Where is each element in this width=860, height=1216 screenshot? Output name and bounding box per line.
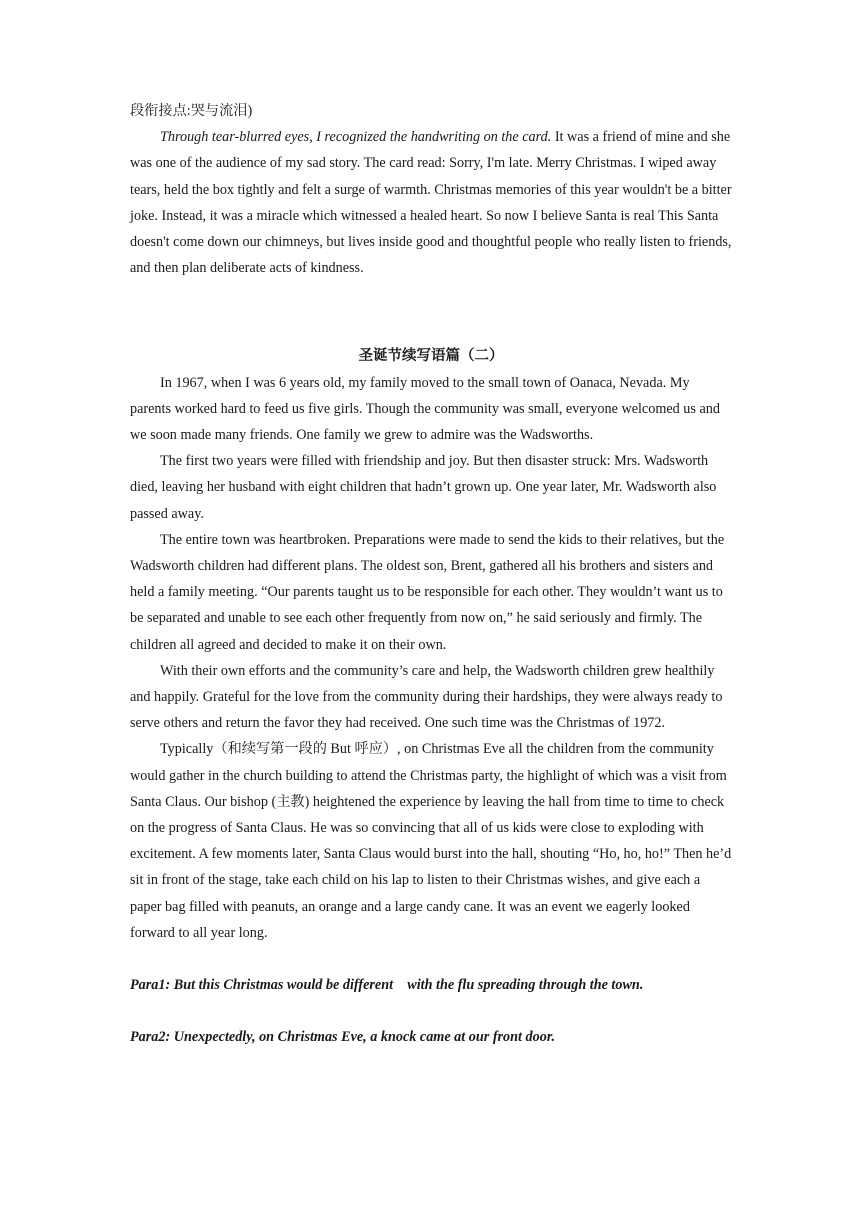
para2-prompt: Para2: Unexpectedly, on Christmas Eve, a knock came at our front door. bbox=[130, 1029, 556, 1046]
body-paragraph: Typically（和续写第一段的 But 呼应）, on Christmas Eve all the children from the community would gather in the church building to attend the Christmas party, the highlight of which was a visit from Santa Claus. Our bishop (主教) heightened the experience by leaving the hall from time to time to check on the progress of Santa Claus. He was so convincing that all of us kids were close to exploding with excitement. A few moments later, Santa Claus would burst into the hall, shouting “Ho, ho, ho!” Then he’d sit in front of the stage, take each child on his lap to listen to their Christmas wishes, and give each a paper bag filled with peanuts, an orange and a large candy cane. It was an event we eagerly looked forward to all year long. bbox=[130, 741, 732, 941]
story1-italic-lead: Through tear-blurred eyes, I recognized the handwriting on the card. bbox=[160, 129, 552, 146]
document-page bbox=[130, 98, 732, 1051]
para1-prompt: Para1: But this Christmas would be different with the flu spreading through the town. bbox=[130, 977, 644, 994]
body-paragraph: The first two years were filled with friendship and joy. But then disaster struck: Mrs. Wadsworth died, leaving her husband with eight children that hadn’t grown up. One year later, Mr. Wadsworth also passed away. bbox=[130, 453, 717, 522]
body-paragraph: In 1967, when I was 6 years old, my family moved to the small town of Oanaca, Nevada. My parents worked hard to feed us five girls. Though the community was small, everyone welcomed us and we soon made many friends. One family we grew to admire was the Wadsworths. bbox=[130, 374, 720, 444]
body-paragraph: With their own efforts and the community’s care and help, the Wadsworth children grew healthily and happily. Grateful for the love from the community during their hardships, they were always ready to serve others and return the favor they had received. One such time was the Christmas of 1972. bbox=[130, 662, 723, 732]
top-fragment: 段衔接点:哭与流泪) bbox=[130, 103, 253, 119]
body-paragraph: The entire town was heartbroken. Preparations were made to send the kids to their relatives, but the Wadsworth children had different plans. The oldest son, Brent, gathered all his brothers and sisters and held a family meeting. “Our parents taught us to be responsible for each other. They wouldn’t want us to be separated and unable to see each other frequently from now on,” he said seriously and firmly. The children all agreed and decided to make it on their own. bbox=[130, 531, 725, 653]
section-title: 圣诞节续写语篇（二） bbox=[358, 348, 504, 365]
story1-paragraph bbox=[130, 124, 732, 281]
story1-body: It was a friend of mine and she was one of the audience of my sad story. The card read: Sorry, I'm late. Merry Christmas. I wiped away tears, held the box tightly and felt a surge of warmth. Christmas memories of this year wouldn't be a bitter joke. Instead, it was a miracle which witnessed a healed heart. So now I believe Santa is real This Santa doesn't come down our chimneys, but lives inside good and thoughtful people who really listen to friends, and then plan deliberate acts of kindness. bbox=[130, 129, 732, 277]
